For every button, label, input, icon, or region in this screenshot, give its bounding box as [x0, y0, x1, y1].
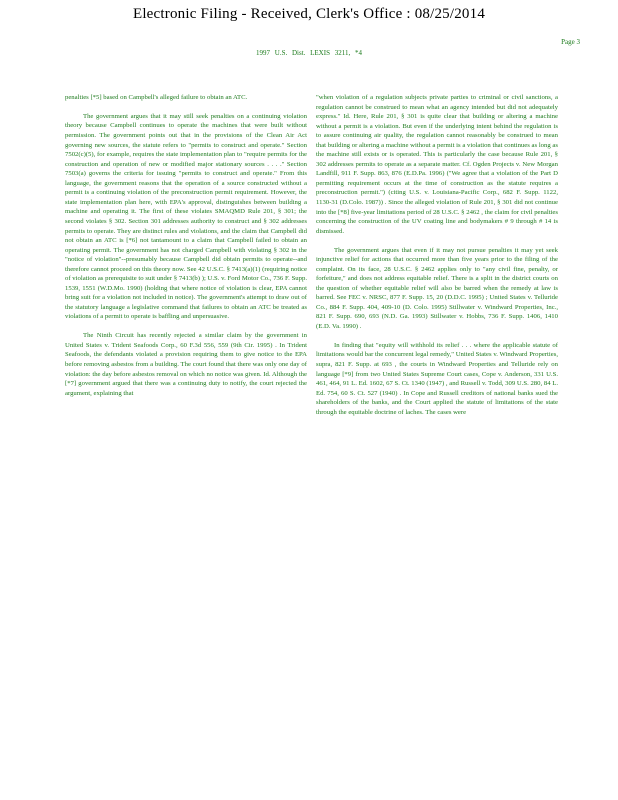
page-number: Page 3 — [561, 38, 580, 46]
paragraph: The Ninth Circuit has recently rejected a similar claim by the government in United States v. Trident Seafoods Corp., 60 F.3d 556, 559 (9th Cir. 1995) . In Trident Seafoods, the defendants violated a provision requiring them to give notice to the EPA before removing asbestos from a building. The court found that there was only one day of violation: the day before asbestos removal on which no notice was given. Id. Although the [*7] government argued that there was a continuing duty to notify, the court rejected the argument, explaining that — [65, 332, 307, 397]
filing-stamp: Electronic Filing - Received, Clerk's Office : 08/25/2014 — [132, 6, 486, 22]
paragraph: "when violation of a regulation subjects private parties to criminal or civil sanctions, a regulation cannot be construed to mean what an agency intended but did not adequately express." Id. Here, Rule 201, § 301 is quite clear that building or altering a machine without a permit is a violation. But even if the underlying intent behind the regulation is to assure continuing air quality, the regulation cannot reasonably be construed to mean that building or altering a machine without a permit is a violation that continues as long as the machine still exists or is operated. This is particularly the case because Rule 201, § 302 addresses permits to operate as a separate matter. Cf. Ogden Projects v. New Morgan Landfill, 911 F. Supp. 863, 876 (E.D.Pa. 1996) ("We agree that a violation of the Part D permitting requirement occurs at the time of construction as the statute requires a preconstruction permit.") (citing U.S. v. Louisiana-Pacific Corp., 682 F. Supp. 1122, 1130-31 (D.Colo. 1987)) . Since the alleged violation of Rule 201, § 301 did not continue into the [*8] five-year limitations period of 28 U.S.C. § 2462 , the claim for civil penalties concerning the construction of the UV coating line and bodymakers # 9 through # 14 is dismissed. — [316, 94, 558, 235]
right-column — [316, 93, 558, 427]
citation-header: 1997 U.S. Dist. LEXIS 3211, *4 — [256, 49, 362, 57]
paragraph: penalties [*5] based on Campbell's alleged failure to obtain an ATC. — [65, 94, 248, 101]
left-column — [65, 93, 307, 408]
paragraph: The government argues that even if it may not pursue penalties it may yet seek injunctive relief for actions that occurred more than five years prior to the filing of the complaint. On its face, 28 U.S.C. § 2462 applies only to "any civil fine, penalty, or forfeiture," and does not address equitable relief. There is a split in the district courts on the question of whether equitable relief will also be barred when the remedy at law is barred. See FEC v. NRSC, 877 F. Supp. 15, 20 (D.D.C. 1995) ; United States v. Telluride Co., 884 F. Supp. 404, 409-10 (D. Colo. 1995) Stillwater v. Windward Properties, Inc., 821 F. Supp. 690, 693 (N.D. Ga. 1993) Stillwater v. Hobbs, 736 F. Supp. 1406, 1410 (E.D. Va. 1990) . — [316, 246, 558, 330]
paragraph: In finding that "equity will withhold its relief . . . where the applicable statute of limitations would bar the concurrent legal remedy," United States v. Windward Properties, supra, 821 F. Supp. at 693 , the courts in Windward Properties and Telluride rely on language [*9] from two United States Supreme Court cases, Cope v. Anderson, 331 U.S. 461, 464, 91 L. Ed. 1602, 67 S. Ct. 1340 (1947) , and Russell v. Todd, 309 U.S. 280, 84 L. Ed. 754, 60 S. Ct. 527 (1940) . In Cope and Russell creditors of national banks sued the shareholders of the banks, and the Court applied the statute of limitations of the state through the equitable doctrine of laches. The cases were — [316, 341, 558, 416]
paragraph: The government argues that it may still seek penalties on a continuing violation theory because Campbell continues to operate the machines that were built without permission. The government points out that in the provisions of the Clean Air Act governing new sources, the statute refers to "permits to construct and operate." Section 7502(c)(5), for example, requires the state implementation plan to "require permits for the construction and operation of new or modified major stationary sources . . . ." Section 7503(a) governs the criteria for issuing "permits to construct and operate." From this language, the government reasons that the operation of a source constructed without a permit is a continuing violation of the preconstruction permit requirement. However, the state implementation plan here, with EPA's approval, distinguishes between building a machine and operating it. The first of these violates SMAQMD Rule 201, § 301; the second violates § 302. Section 301 addresses authority to construct and § 302 addresses permits to operate. They are distinct rules and violations, and the claim that Campbell did not obtain an ATC is [*6] not tantamount to a claim that Campbell failed to obtain an operating permit. The government has not charged Campbell with violating § 302 in the "notice of violation"--presumably because Campbell did obtain permits to operate--and therefore cannot proceed on this theory now. See 42 U.S.C. § 7413(a)(1) (requiring notice of violation as prerequisite to suit under § 7413(b) ); U.S. v. Ford Motor Co., 736 F. Supp. 1539, 1551 (W.D.Mo. 1990) (holding that where notice of violation is clear, EPA cannot bring suit for a violation not included in notice). The government's attempt to draw out of the statutory language a legislative command that failures to obtain an ATC be treated as violations of a permit to operate is baffling and unpersuasive. — [65, 112, 307, 321]
